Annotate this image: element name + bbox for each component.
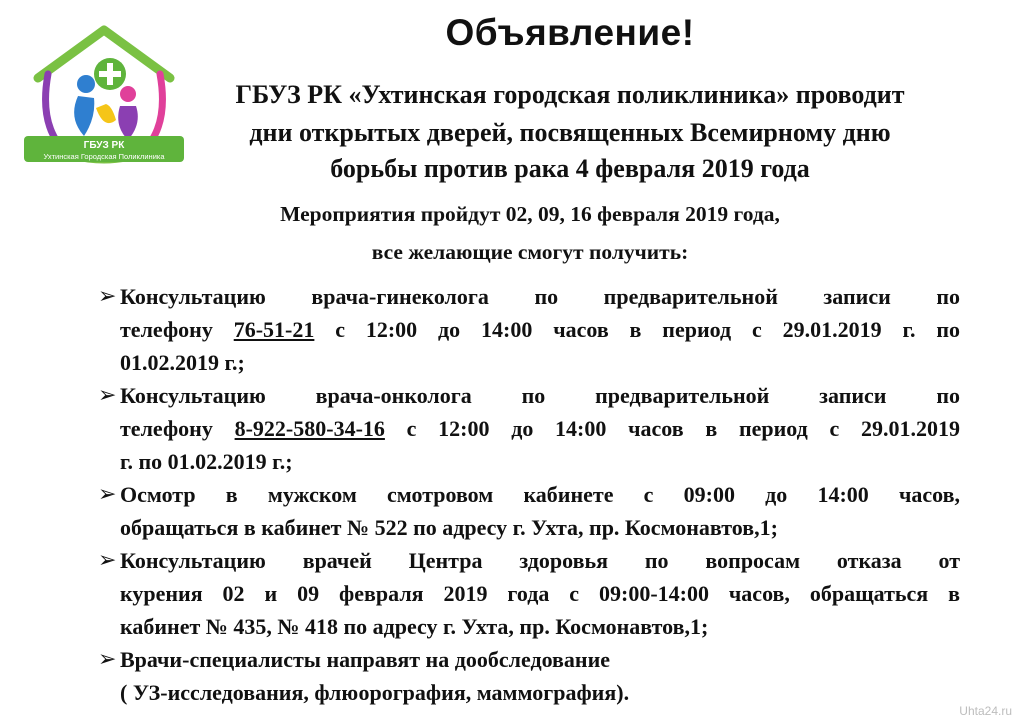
list-item-mens-exam [98,478,960,544]
logo-abbr: ГБУЗ РК [83,140,125,151]
item-line: ( УЗ-исследования, флюорография, маммография). [120,680,630,705]
arrowhead-bullet-icon: ➢ [98,482,117,507]
item-line: 01.02.2019 г.; [120,350,245,375]
item-line: г. по 01.02.2019 г.; [120,449,293,474]
logo-name: Ухтинская Городская Поликлиника [43,152,165,161]
header-line-1: ГБУЗ РК «Ухтинская городская поликлиника» проводит [235,80,905,109]
list-item-gynecologist [98,280,960,379]
services-list [98,280,960,709]
arrowhead-bullet-icon: ➢ [98,548,117,573]
item-line: Консультацию врача-онколога по предварительной записи по [120,383,960,408]
item-line: телефону 76-51-21 с 12:00 до 14:00 часов в период с 29.01.2019 г. по [120,317,960,342]
item-line: кабинет № 435, № 418 по адресу г. Ухта, пр. Космонавтов,1; [120,614,709,639]
arrowhead-bullet-icon: ➢ [98,383,117,408]
list-item-health-center [98,544,960,643]
item-line: Консультацию врача-гинеколога по предварительной записи по [120,284,960,309]
clinic-logo-graphic [18,8,190,188]
item-line: Врачи-специалисты направят на дообследование [120,647,611,672]
arrowhead-bullet-icon: ➢ [98,647,117,672]
phone-number: 76-51-21 [233,317,315,342]
list-item-referral [98,643,960,709]
site-watermark: Uhta24.ru [959,704,1012,718]
header-line-2: дни открытых дверей, посвященных Всемирному дню [249,118,891,147]
item-line: телефону 8-922-580-34-16 с 12:00 до 14:00 часов в период с 29.01.2019 [120,416,960,441]
announcement-headline: Объявление! [445,12,695,53]
subheader-line-2: все желающие смогут получить: [371,240,689,264]
subheader-line-1: Мероприятия пройдут 02, 09, 16 февраля 2019 года, [280,202,780,226]
list-item-oncologist [98,379,960,478]
arrowhead-bullet-icon: ➢ [98,284,117,309]
item-line: Консультацию врачей Центра здоровья по вопросам отказа от [120,548,960,573]
phone-number: 8-922-580-34-16 [234,416,385,441]
clinic-logo [18,8,190,188]
item-line: обращаться в кабинет № 522 по адресу г. Ухта, пр. Космонавтов,1; [120,515,778,540]
header-line-3: борьбы против рака 4 февраля 2019 года [330,154,810,183]
item-line: Осмотр в мужском смотровом кабинете с 09:00 до 14:00 часов, [120,482,960,507]
item-line: курения 02 и 09 февраля 2019 года с 09:00-14:00 часов, обращаться в [120,581,960,606]
